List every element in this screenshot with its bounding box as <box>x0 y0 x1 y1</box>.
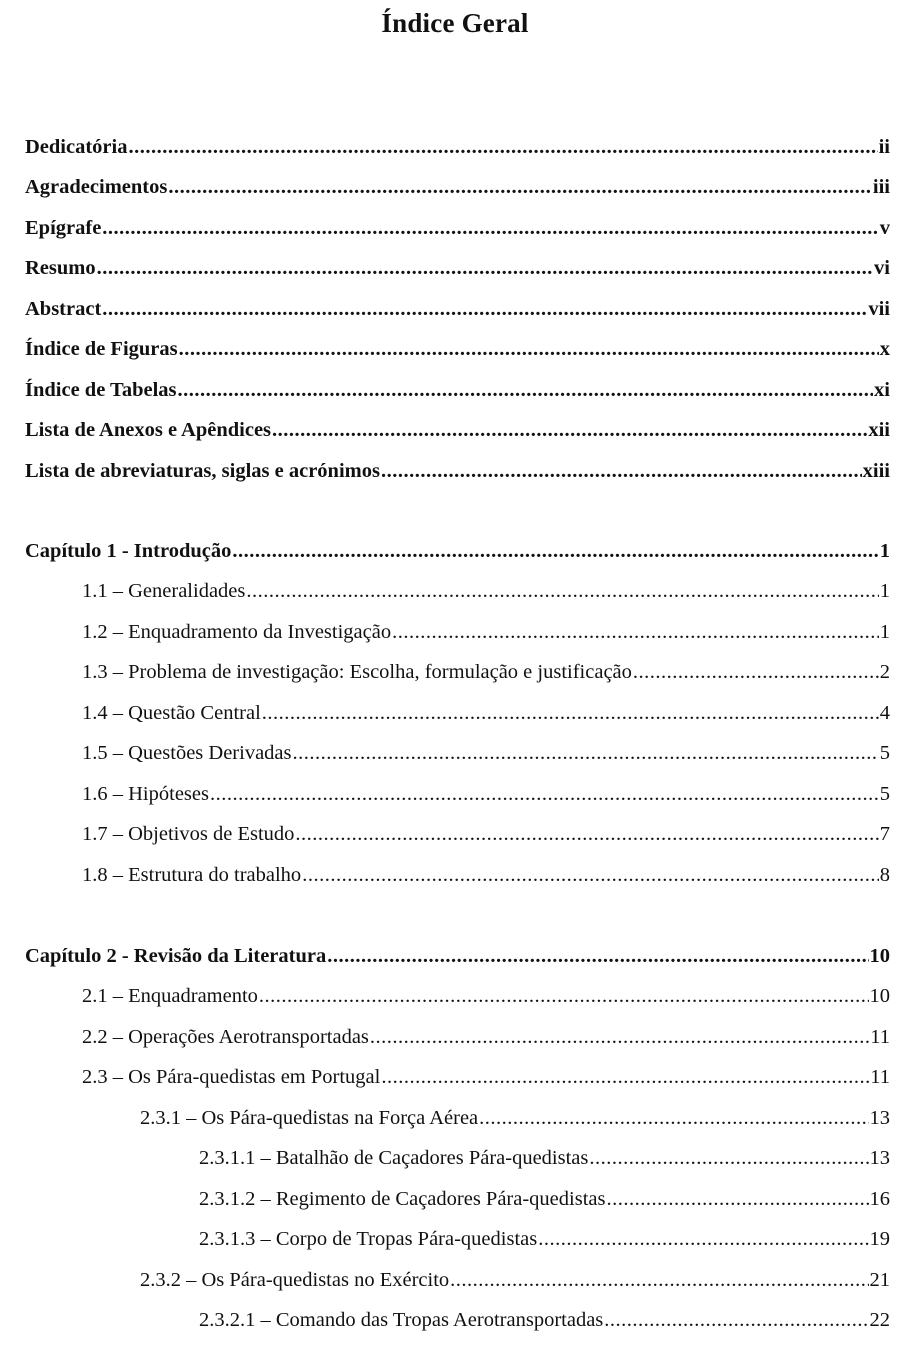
toc-entry[interactable] <box>140 1104 890 1132</box>
toc-page-number: 8 <box>879 864 890 886</box>
toc-entry-label: 2.3.2 – Os Pára-quedistas no Exército <box>140 1269 450 1291</box>
toc-entry-label: 2.2 – Operações Aerotransportadas <box>82 1026 369 1048</box>
toc-page-number: iii <box>872 176 890 198</box>
toc-entry[interactable] <box>199 1306 890 1334</box>
toc-entry[interactable] <box>82 780 890 808</box>
toc-dot-leader <box>259 982 869 1010</box>
toc-entry-label: 2.3.1 – Os Pára-quedistas na Força Aérea <box>140 1107 479 1129</box>
toc-entry[interactable] <box>199 1144 890 1172</box>
toc-entry-label: Lista de abreviaturas, siglas e acrónimos <box>25 460 380 482</box>
toc-dot-leader <box>370 1023 869 1051</box>
toc-entry-label: Abstract <box>25 298 102 320</box>
toc-entry-label: Epígrafe <box>25 217 102 239</box>
toc-page-number: ii <box>878 136 890 158</box>
toc-entry[interactable] <box>25 376 890 404</box>
toc-entry-label: 1.2 – Enquadramento da Investigação <box>82 621 392 643</box>
toc-entry[interactable] <box>25 537 890 565</box>
toc-entry-label: 2.3.1.3 – Corpo de Tropas Pára-quedistas <box>199 1228 538 1250</box>
toc-page-number: 2 <box>879 661 890 683</box>
toc-page-number: x <box>879 338 890 360</box>
toc-entry[interactable] <box>25 133 890 161</box>
toc-page-number: xiii <box>862 460 890 482</box>
toc-dot-leader <box>327 942 868 970</box>
toc-dot-leader <box>381 457 862 485</box>
toc-entry-label: Lista de Anexos e Apêndices <box>25 419 272 441</box>
toc-entry[interactable] <box>82 739 890 767</box>
toc-entry[interactable] <box>82 577 890 605</box>
toc-page-number: xi <box>874 379 890 401</box>
toc-page-number: 10 <box>869 945 890 967</box>
toc-dot-leader <box>479 1104 868 1132</box>
toc-dot-leader <box>604 1306 868 1334</box>
toc-entry[interactable] <box>25 254 890 282</box>
page-title: Índice Geral <box>381 8 529 38</box>
toc-entry[interactable] <box>82 1063 890 1091</box>
toc-page-number: 13 <box>869 1107 890 1129</box>
toc-dot-leader <box>102 214 878 242</box>
toc-entry[interactable] <box>25 335 890 363</box>
toc-entry[interactable] <box>82 699 890 727</box>
toc-entry[interactable] <box>25 457 890 485</box>
toc-entry-label: Resumo <box>25 257 96 279</box>
toc-entry-label: Índice de Figuras <box>25 338 178 360</box>
toc-dot-leader <box>179 335 879 363</box>
toc-dot-leader <box>538 1225 868 1253</box>
toc-entry-label: Agradecimentos <box>25 176 168 198</box>
toc-dot-leader <box>381 1063 869 1091</box>
toc-page-number: vi <box>874 257 890 279</box>
toc-entry[interactable] <box>140 1266 890 1294</box>
toc-entry-label: 1.4 – Questão Central <box>82 702 261 724</box>
toc-entry[interactable] <box>199 1185 890 1213</box>
toc-entry-label: 1.3 – Problema de investigação: Escolha, formulação e justificação <box>82 661 632 683</box>
toc-page-number: 1 <box>879 621 890 643</box>
toc-page-number: 22 <box>869 1309 890 1331</box>
toc-page-number: v <box>879 217 890 239</box>
toc-page-number: 1 <box>879 540 890 562</box>
toc-page-number: xii <box>868 419 890 441</box>
toc-page-number: 5 <box>879 783 890 805</box>
toc-dot-leader <box>102 295 867 323</box>
toc-page-number: vii <box>868 298 890 320</box>
toc-dot-leader <box>450 1266 868 1294</box>
toc-dot-leader <box>246 577 878 605</box>
toc-entry-label: 2.3.1.2 – Regimento de Caçadores Pára-quedistas <box>199 1188 606 1210</box>
toc-entry-label: 1.6 – Hipóteses <box>82 783 209 805</box>
toc-entry-label: Índice de Tabelas <box>25 379 177 401</box>
toc-dot-leader <box>210 780 879 808</box>
toc-entry-label: 2.3 – Os Pára-quedistas em Portugal <box>82 1066 381 1088</box>
toc-entry-label: 2.3.2.1 – Comando das Tropas Aerotransportadas <box>199 1309 604 1331</box>
toc-page-number: 21 <box>869 1269 890 1291</box>
toc-dot-leader <box>633 658 879 686</box>
toc-entry[interactable] <box>25 416 890 444</box>
toc-entry[interactable] <box>82 861 890 889</box>
toc-page-number: 11 <box>870 1066 890 1088</box>
toc-entry[interactable] <box>25 214 890 242</box>
toc-dot-leader <box>295 820 878 848</box>
toc-dot-leader <box>272 416 867 444</box>
toc-page-number: 13 <box>869 1147 890 1169</box>
toc-dot-leader <box>262 699 879 727</box>
toc-entry[interactable] <box>82 982 890 1010</box>
toc-dot-leader <box>168 173 872 201</box>
toc-entry-label: Capítulo 2 - Revisão da Literatura <box>25 945 327 967</box>
toc-entry-label: Capítulo 1 - Introdução <box>25 540 232 562</box>
toc-entry-label: 1.1 – Generalidades <box>82 580 246 602</box>
toc-dot-leader <box>293 739 879 767</box>
toc-entry-label: Dedicatória <box>25 136 128 158</box>
toc-dot-leader <box>128 133 877 161</box>
toc-page-number: 16 <box>869 1188 890 1210</box>
toc-page-number: 5 <box>879 742 890 764</box>
toc-entry-label: 2.3.1.1 – Batalhão de Caçadores Pára-quedistas <box>199 1147 589 1169</box>
toc-entry-label: 2.1 – Enquadramento <box>82 985 258 1007</box>
toc-page-number: 4 <box>879 702 890 724</box>
toc-dot-leader <box>392 618 879 646</box>
toc-entry[interactable] <box>25 295 890 323</box>
toc-dot-leader <box>178 376 874 404</box>
toc-entry[interactable] <box>25 942 890 970</box>
toc-entry-label: 1.7 – Objetivos de Estudo <box>82 823 295 845</box>
toc-dot-leader <box>589 1144 868 1172</box>
toc-entry[interactable] <box>199 1225 890 1253</box>
toc-dot-leader <box>232 537 878 565</box>
toc-entry[interactable] <box>82 658 890 686</box>
toc-page-number: 1 <box>879 580 890 602</box>
toc-dot-leader <box>97 254 873 282</box>
toc-entry[interactable] <box>82 1023 890 1051</box>
toc-dot-leader <box>606 1185 868 1213</box>
toc-dot-leader <box>302 861 879 889</box>
toc-entry-label: 1.8 – Estrutura do trabalho <box>82 864 302 886</box>
toc-page-number: 19 <box>869 1228 890 1250</box>
toc-entry-label: 1.5 – Questões Derivadas <box>82 742 292 764</box>
toc-page-number: 10 <box>869 985 890 1007</box>
toc-entry[interactable] <box>25 173 890 201</box>
toc-entry[interactable] <box>82 618 890 646</box>
toc-page-number: 11 <box>870 1026 890 1048</box>
toc-page-number: 7 <box>879 823 890 845</box>
toc-entry[interactable] <box>82 820 890 848</box>
